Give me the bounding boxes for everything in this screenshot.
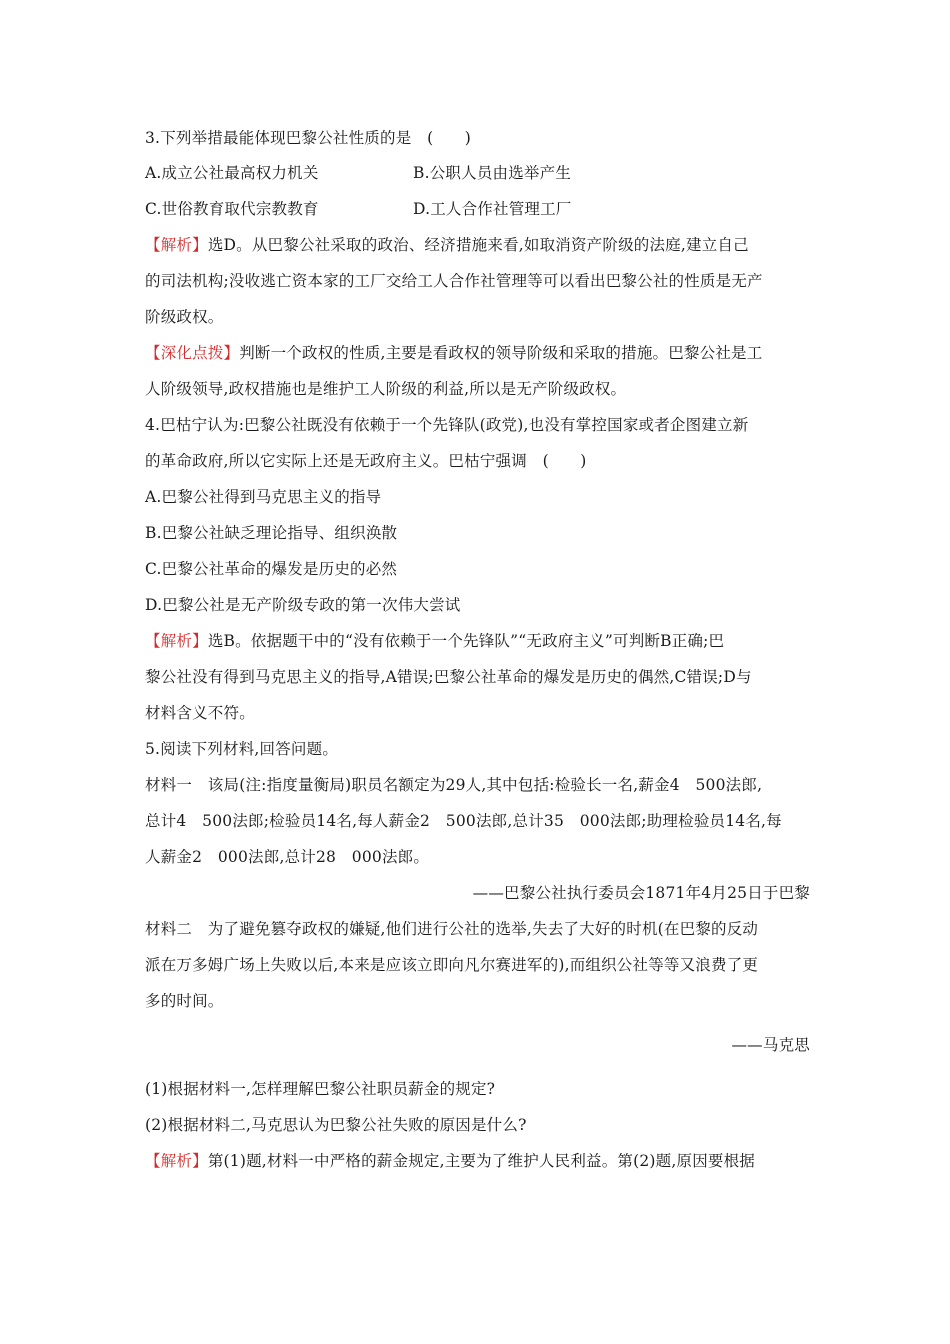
q3-option-b: B.公职人员由选举产生 — [413, 164, 572, 182]
q5-question-2: (2)根据材料二,马克思认为巴黎公社失败的原因是什么? — [145, 1116, 527, 1134]
q4-stem-line-1: 4.巴枯宁认为:巴黎公社既没有依赖于一个先锋队(政党),也没有掌控国家或者企图建立新 — [145, 416, 749, 434]
q3-analysis-line-1: 【解析】选D。从巴黎公社采取的政治、经济措施来看,如取消资产阶级的法庭,建立自己 — [145, 236, 749, 254]
q3-analysis-line-3: 阶级政权。 — [145, 308, 224, 326]
q3-tip-line-1: 【深化点拨】判断一个政权的性质,主要是看政权的领导阶级和采取的措施。巴黎公社是工 — [145, 344, 763, 362]
q4-option-d: D.巴黎公社是无产阶级专政的第一次伟大尝试 — [145, 596, 461, 614]
analysis-tag: 【解析】 — [145, 632, 208, 650]
q3-tip-line-2: 人阶级领导,政权措施也是维护工人阶级的利益,所以是无产阶级政权。 — [145, 380, 627, 398]
tip-tag: 【深化点拨】 — [145, 344, 240, 362]
q5-stem: 5.阅读下列材料,回答问题。 — [145, 740, 339, 758]
q5-analysis-line-1: 【解析】第(1)题,材料一中严格的薪金规定,主要为了维护人民利益。第(2)题,原因要根据 — [145, 1152, 756, 1170]
q5-material1-line-1: 材料一 该局(注:指度量衡局)职员名额定为29人,其中包括:检验长一名,薪金4 500法郎, — [145, 776, 763, 794]
q3-options-ab — [145, 163, 810, 183]
q4-stem-line-2: 的革命政府,所以它实际上还是无政府主义。巴枯宁强调 ( ) — [145, 452, 587, 470]
q3-option-d: D.工人合作社管理工厂 — [413, 200, 572, 218]
q5-question-1: (1)根据材料一,怎样理解巴黎公社职员薪金的规定? — [145, 1080, 496, 1098]
q3-options-cd — [145, 199, 810, 219]
analysis-tag: 【解析】 — [145, 1152, 208, 1170]
q5-material2-line-2: 派在万多姆广场上失败以后,本来是应该立即向凡尔赛进军的),而组织公社等等又浪费了更 — [145, 956, 759, 974]
q5-material2-line-1: 材料二 为了避免篡夺政权的嫌疑,他们进行公社的选举,失去了大好的时机(在巴黎的反动 — [145, 920, 759, 938]
q4-analysis-line-3: 材料含义不符。 — [145, 704, 255, 722]
q5-source-2: ——马克思 — [731, 1036, 810, 1054]
q4-option-a: A.巴黎公社得到马克思主义的指导 — [145, 488, 382, 506]
q3-analysis-line-2: 的司法机构;没收逃亡资本家的工厂交给工人合作社管理等可以看出巴黎公社的性质是无产 — [145, 272, 763, 290]
q4-option-c: C.巴黎公社革命的爆发是历史的必然 — [145, 560, 398, 578]
q4-option-b: B.巴黎公社缺乏理论指导、组织涣散 — [145, 524, 398, 542]
analysis-tag: 【解析】 — [145, 236, 208, 254]
q4-analysis-line-1: 【解析】选B。依据题干中的“没有依赖于一个先锋队”“无政府主义”可判断B正确;巴 — [145, 632, 725, 650]
q3-stem: 3.下列举措最能体现巴黎公社性质的是 ( ) — [145, 129, 471, 147]
q3-option-c: C.世俗教育取代宗教教育 — [145, 200, 319, 218]
q5-material2-line-3: 多的时间。 — [145, 992, 224, 1010]
q3-option-a: A.成立公社最高权力机关 — [145, 164, 319, 182]
q5-material1-line-2: 总计4 500法郎;检验员14名,每人薪金2 500法郎,总计35 000法郎;助理检验员14名,每 — [145, 812, 782, 830]
q5-material1-line-3: 人薪金2 000法郎,总计28 000法郎。 — [145, 848, 430, 866]
q4-analysis-line-2: 黎公社没有得到马克思主义的指导,A错误;巴黎公社革命的爆发是历史的偶然,C错误;D与 — [145, 668, 752, 686]
q5-source-1: ——巴黎公社执行委员会1871年4月25日于巴黎 — [472, 884, 810, 902]
